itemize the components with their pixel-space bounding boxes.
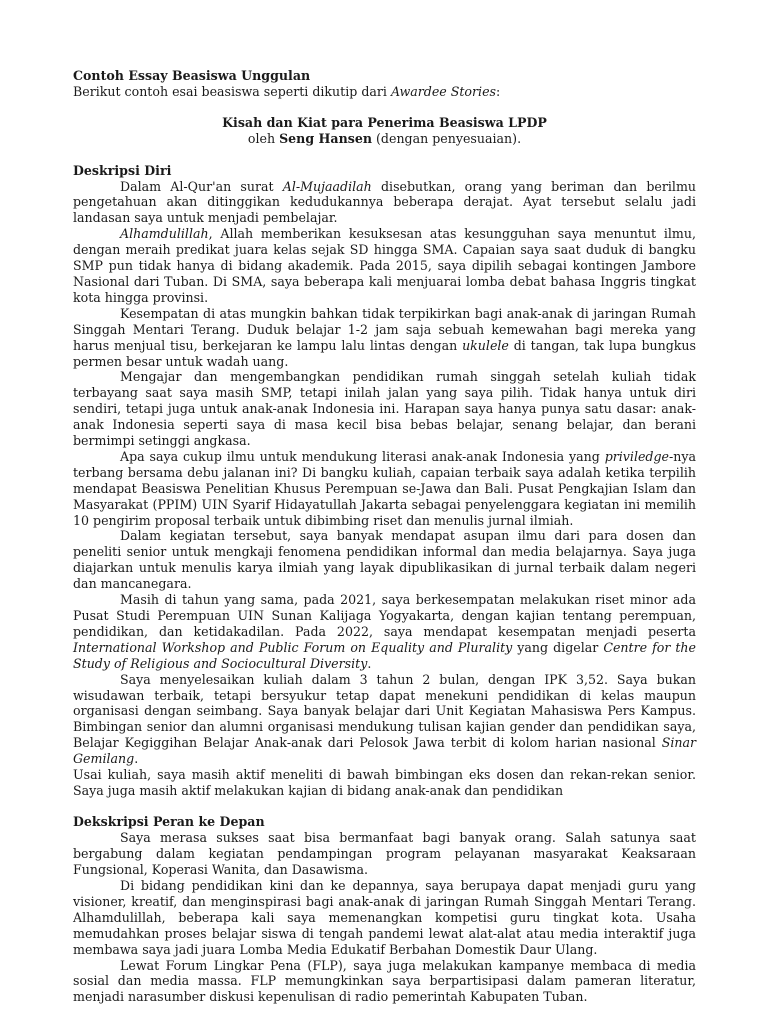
byline-author: Seng Hansen bbox=[279, 131, 373, 147]
paragraph-12: Lewat Forum Lingkar Pena (FLP), saya juga melakukan kampanye membaca di media sosial dan media massa. FLP memungkinkan saya berpartisipasi dalam pameran literatur, menjadi narasumber diskusi kepenulisan di radio pemerintah Kabupaten Tuban. bbox=[73, 957, 696, 1005]
paragraph-5 bbox=[73, 449, 696, 529]
text-run: yang digelar bbox=[512, 639, 604, 655]
paragraph-1 bbox=[73, 179, 696, 227]
spacer bbox=[73, 799, 696, 815]
text-run: Saya menyelesaikan kuliah dalam 3 tahun 2 bulan, dengan IPK 3,52. Saya bukan wisudawan terbaik, tetapi bersyukur tetap dapat menekuni pendidikan di kelas maupun organisasi dengan seimbang. Saya banyak belajar dari Unit Kegiatan Mahasiswa Pers Kampus. Bimbingan senior dan alumni organisasi mendukung tulisan kajian gender dan pendidikan saya, Belajar Kegiggihan Belajar Anak-anak dari Pelosok Jawa terbit di kolom harian nasional bbox=[73, 671, 696, 751]
text-run: di tangan, tak lupa bungkus permen besar untuk wadah uang. bbox=[73, 337, 696, 369]
text-run-italic: Centre for the Study of Religious and Sociocultural Diversity bbox=[73, 639, 696, 671]
paragraph-9: Usai kuliah, saya masih aktif meneliti di bawah bimbingan eks dosen dan rekan-rekan senior. Saya juga masih aktif melakukan kajian di bidang anak-anak dan pendidikan bbox=[73, 767, 696, 798]
text-run-italic: International Workshop and Public Forum on Equality and Plurality bbox=[73, 639, 513, 655]
text-run-italic: Alhamdulillah bbox=[120, 226, 209, 242]
doc-intro bbox=[73, 84, 696, 100]
paragraph-2 bbox=[73, 226, 696, 306]
spacer bbox=[73, 147, 696, 163]
text-run-italic: Al-Mujaadilah bbox=[282, 178, 372, 194]
text-run: Apa saya cukup ilmu untuk mendukung literasi anak-anak Indonesia yang bbox=[120, 448, 605, 464]
essay-title: Kisah dan Kiat para Penerima Beasiswa LPDP bbox=[222, 115, 547, 131]
byline-suffix: (dengan penyesuaian). bbox=[372, 131, 522, 147]
paragraph-10: Saya merasa sukses saat bisa bermanfaat bagi banyak orang. Salah satunya saat bergabung dalam kegiatan pendampingan program pelayanan masyarakat Keaksaraan Fungsional, Koperasi Wanita, dan Dasawisma. bbox=[73, 830, 696, 878]
spacer bbox=[73, 100, 696, 116]
text-run: -nya terbang bersama debu jalanan ini? Di bangku kuliah, capaian terbaik saya adalah ketika terpilih mendapat Beasiswa Penelitian Khusus Perempuan se-Jawa dan Bali. Pusat Pengkajian Islam dan Masyarakat (PPIM) UIN Syarif Hidayatullah Jakarta sebagai penyelenggara kegiatan ini memilih 10 pengirim proposal terbaik untuk dibimbing riset dan menulis jurnal ilmiah. bbox=[73, 448, 696, 528]
essay-byline bbox=[73, 131, 696, 147]
text-run: Masih di tahun yang sama, pada 2021, saya berkesempatan melakukan riset minor ada Pusat Studi Perempuan UIN Sunan Kalijaga Yogyakarta, dengan kajian tentang perempuan, pendidikan, dan ketidakadilan. Pada 2022, saya mendapat kesempatan menjadi peserta bbox=[73, 592, 696, 639]
intro-text: Berikut contoh esai beasiswa seperti dikutip dari bbox=[73, 83, 391, 99]
text-run: . bbox=[134, 751, 139, 767]
text-run: disebutkan, orang yang beriman dan berilmu pengetahuan akan ditinggikan kedudukannya beberapa derajat. Ayat tersebut selalu jadi landasan saya untuk menjadi pembelajar. bbox=[73, 178, 696, 226]
intro-source: Awardee Stories bbox=[390, 83, 496, 99]
paragraph-7 bbox=[73, 592, 696, 672]
text-run: . bbox=[367, 655, 372, 671]
paragraph-11: Di bidang pendidikan kini dan ke depannya, saya berupaya dapat menjadi guru yang visioner, kreatif, dan menginspirasi bagi anak-anak di jaringan Rumah Singgah Mentari Terang. Alhamdulillah, beberapa kali saya memenangkan kompetisi guru tingkat kota. Usaha memudahkan proses belajar siswa di tengah pandemi lewat alat-alat atau media interaktif juga membawa saya jadi juara Lomba Media Edukatif Berbahan Domestik Daur Ulang. bbox=[73, 878, 696, 957]
text-run-italic: priviledge bbox=[604, 448, 669, 464]
paragraph-3 bbox=[73, 306, 696, 370]
intro-colon: : bbox=[495, 83, 501, 99]
text-run: Dalam Al-Qur'an surat bbox=[120, 178, 283, 194]
text-run-italic: ukulele bbox=[462, 337, 509, 353]
text-run: , Allah memberikan kesuksesan atas kesungguhan saya menuntut ilmu, dengan meraih predikat juara kelas sejak SD hingga SMA. Capaian saya saat duduk di bangku SMP pun tidak hanya di bidang akademik. Pada 2015, saya dipilih sebagai kontingen Jambore Nasional dari Tuban. Di SMA, saya beberapa kali menjuarai lomba debat bahasa Inggris tingkat kota hingga provinsi. bbox=[73, 226, 696, 305]
paragraph-8 bbox=[73, 672, 696, 767]
paragraph-6: Dalam kegiatan tersebut, saya banyak mendapat asupan ilmu dari para dosen dan peneliti senior untuk mengkaji fenomena pendidikan informal dan media belajarnya. Saya juga diajarkan untuk menulis karya ilmiah yang layak dipublikasikan di jurnal terbaik dalam negeri dan mancanegara. bbox=[73, 528, 696, 592]
section-heading-peran: Dekskripsi Peran ke Depan bbox=[73, 814, 265, 830]
doc-heading: Contoh Essay Beasiswa Unggulan bbox=[73, 68, 311, 83]
paragraph-4: Mengajar dan mengembangkan pendidikan rumah singgah setelah kuliah tidak terbayang saat saya masih SMP, tetapi inilah jalan yang saya pilih. Tidak hanya untuk diri sendiri, tetapi juga untuk anak-anak Indonesia ini. Harapan saya hanya punya satu dasar: anak-anak Indonesia seperti saya di masa kecil bisa bebas belajar, senang belajar, dan berani bermimpi setinggi angkasa. bbox=[73, 369, 696, 449]
section-heading-deskripsi-diri: Deskripsi Diri bbox=[73, 162, 172, 178]
text-run-italic: Sinar Gemilang bbox=[73, 735, 696, 767]
byline-prefix: oleh bbox=[247, 131, 280, 147]
text-run: Kesempatan di atas mungkin bahkan tidak terpikirkan bagi anak-anak di jaringan Rumah Singgah Mentari Terang. Duduk belajar 1-2 jam saja sebuah kemewahan bagi mereka yang harus menjual tisu, berkejaran ke lampu lalu lintas dengan bbox=[73, 305, 696, 353]
